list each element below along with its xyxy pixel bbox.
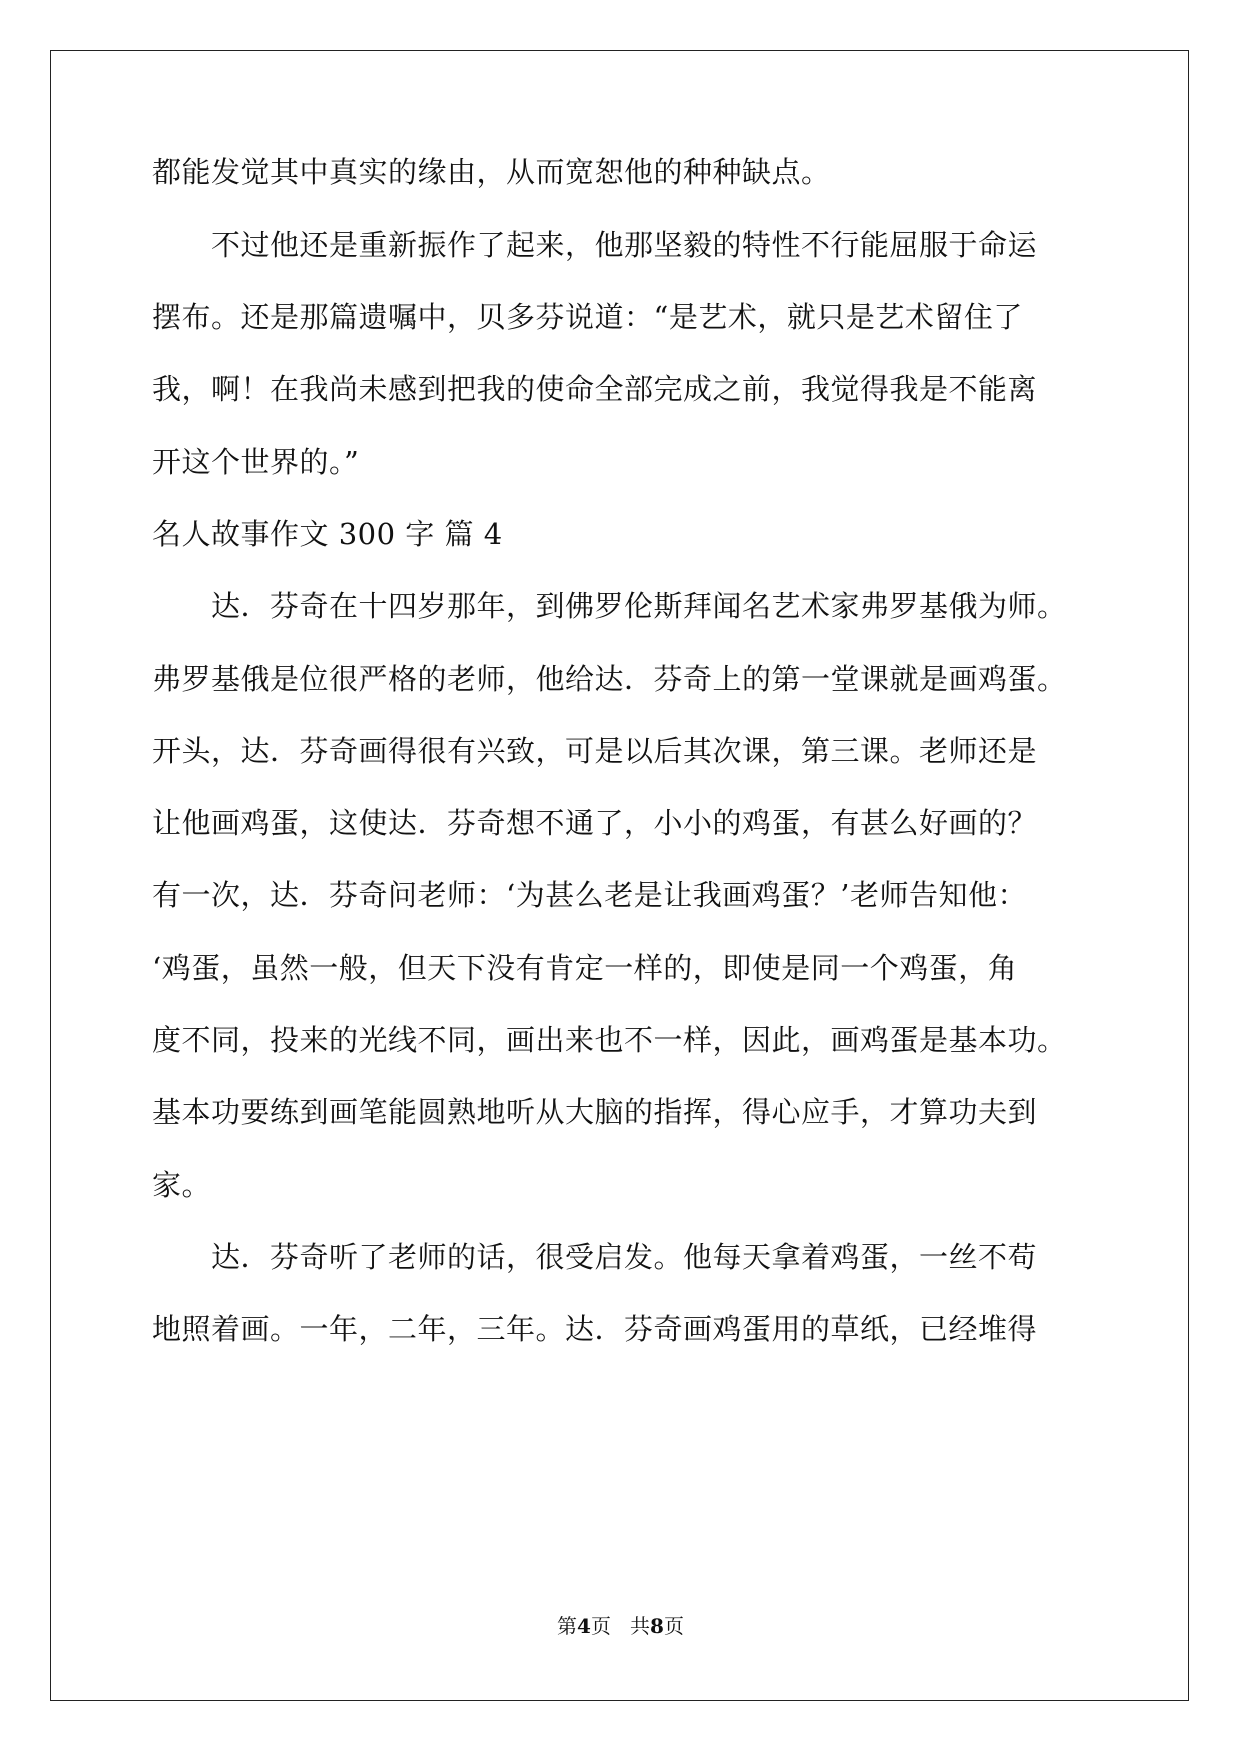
body-text-line: 开这个世界的。”	[152, 445, 360, 479]
body-text-line: 让他画鸡蛋，这使达．芬奇想不通了，小小的鸡蛋，有甚么好画的？	[152, 806, 1038, 840]
footer-page-number: 4	[577, 1614, 591, 1638]
body-text-line: 开头，达．芬奇画得很有兴致，可是以后其次课，第三课。老师还是	[152, 734, 1038, 768]
body-text-line: 基本功要练到画笔能圆熟地听从大脑的指挥，得心应手，才算功夫到	[152, 1095, 1038, 1129]
body-text-line: 达．芬奇听了老师的话，很受启发。他每天拿着鸡蛋，一丝不苟	[152, 1240, 1038, 1274]
body-text-line: 有一次，达．芬奇问老师：‘为甚么老是让我画鸡蛋？’老师告知他：	[152, 878, 1027, 912]
body-text-line: 度不同，投来的光线不同，画出来也不一样，因此，画鸡蛋是基本功。	[152, 1023, 1067, 1057]
body-text-line: 都能发觉其中真实的缘由，从而宽恕他的种种缺点。	[152, 155, 831, 189]
footer-total-prefix: 共	[630, 1614, 651, 1638]
section-heading: 名人故事作文 300 字 篇 4	[152, 517, 503, 551]
body-text-line: 弗罗基俄是位很严格的老师，他给达．芬奇上的第一堂课就是画鸡蛋。	[152, 662, 1067, 696]
footer-page-prefix: 第	[557, 1614, 578, 1638]
footer-total-pages: 8	[650, 1614, 664, 1638]
body-text-line: 我，啊！在我尚未感到把我的使命全部完成之前，我觉得我是不能离	[152, 372, 1038, 406]
body-text-line: 地照着画。一年，二年，三年。达．芬奇画鸡蛋用的草纸，已经堆得	[152, 1312, 1038, 1346]
page-footer	[0, 1612, 1241, 1640]
footer-total-suffix: 页	[663, 1614, 684, 1638]
body-text-line: 达．芬奇在十四岁那年，到佛罗伦斯拜闻名艺术家弗罗基俄为师。	[152, 589, 1067, 623]
body-text-line: ‘鸡蛋，虽然一般，但天下没有肯定一样的，即使是同一个鸡蛋，角	[152, 951, 1018, 985]
body-text-line: 家。	[152, 1168, 212, 1202]
footer-page-suffix: 页	[590, 1614, 611, 1638]
body-text-line: 不过他还是重新振作了起来，他那坚毅的特性不行能屈服于命运	[152, 228, 1038, 262]
body-text-line: 摆布。还是那篇遗嘱中，贝多芬说道：“是艺术，就只是艺术留住了	[152, 300, 1023, 334]
